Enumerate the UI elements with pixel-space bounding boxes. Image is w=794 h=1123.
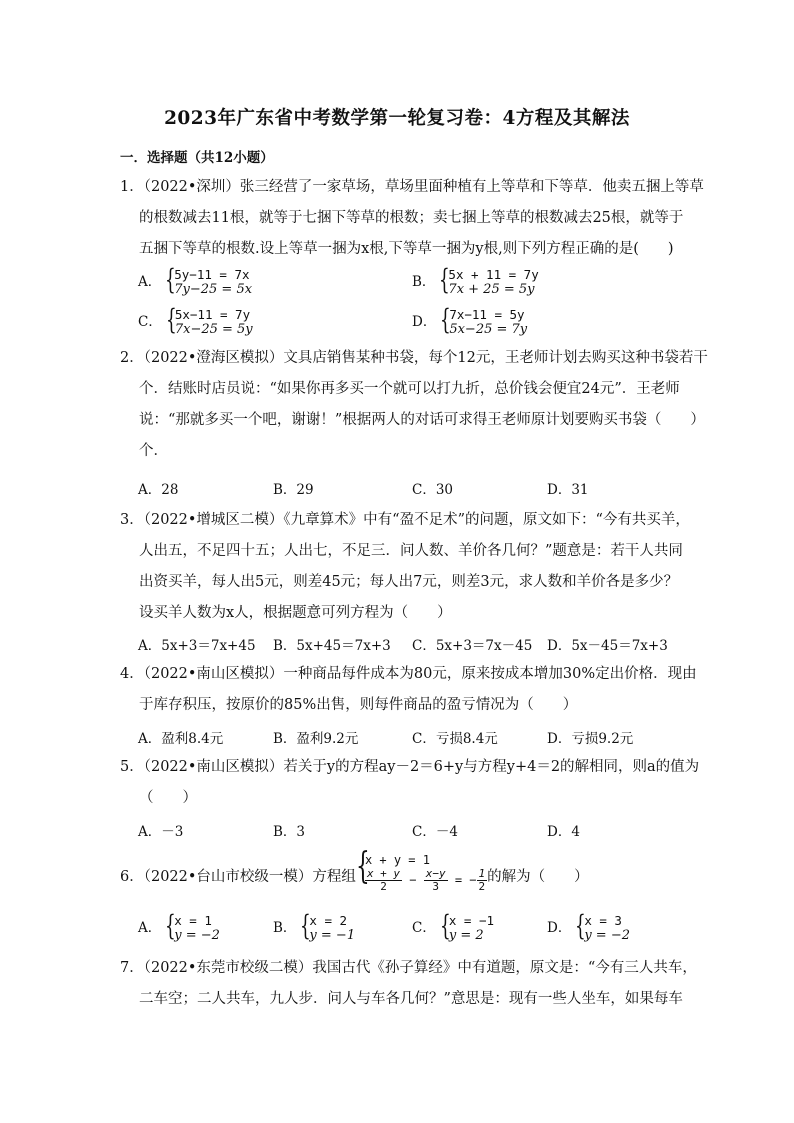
question-text: 人出五，不足四十五；人出七，不足三．问人数、羊价各几何？”题意是：若干人共同 xyxy=(139,543,683,559)
question-3 xyxy=(120,505,690,629)
option-c[interactable]: C．亏损8.4元 xyxy=(412,731,498,747)
question-text: 5．（2022•南山区模拟）若关于y的方程ay－2＝6+y与方程y+4＝2的解相同，则a的值为 xyxy=(120,759,700,775)
question-text: 3．（2022•增城区二模）《九章算术》中有“盈不足术”的问题，原文如下：“今有共买羊， xyxy=(120,512,690,528)
option-d[interactable]: D．5x－45＝7x+3 xyxy=(547,638,668,654)
option-d[interactable]: D．31 xyxy=(547,482,589,498)
section-heading: 一．选择题（共12小题） xyxy=(120,150,274,166)
question-5 xyxy=(120,752,700,814)
option-b[interactable]: B． { 5x + 11 = 7y 7x + 25 = 5y xyxy=(412,263,539,297)
option-d[interactable]: D． { x = 3 y = −2 xyxy=(547,909,630,943)
question-text: 7．（2022•东莞市校级二模）我国古代《孙子算经》中有道题，原文是：“今有三人共车， xyxy=(120,960,697,976)
option-c[interactable]: C．5x+3＝7x－45 xyxy=(412,638,533,654)
equation-system: { 7x−11 = 5y 5x−25 = 7y xyxy=(440,303,528,337)
option-c[interactable]: C．30 xyxy=(412,482,454,498)
option-c[interactable]: C． { x = −1 y = 2 xyxy=(412,909,494,943)
question-2 xyxy=(120,343,708,467)
question-text: （ ） xyxy=(139,790,197,806)
question-6: 6．（2022•台山市校级一模）方程组 { x + y = 1 $\frac{x + y}{2}$ − $\frac{x-y}{3}$ = − $\frac{1}{2}$ 的解为（ ） xyxy=(120,846,589,893)
question-text: 于库存积压，按原价的85%出售，则每件商品的盈亏情况为（ ） xyxy=(139,697,578,713)
question-text: 1．（2022•深圳）张三经营了一家草场，草场里面种植有上等草和下等草．他卖五捆上等草 xyxy=(120,179,704,195)
question-4 xyxy=(120,659,697,721)
option-b[interactable]: B．盈利9.2元 xyxy=(273,731,359,747)
option-d[interactable]: D． { 7x−11 = 5y 5x−25 = 7y xyxy=(412,303,528,337)
option-b[interactable]: B．3 xyxy=(273,824,306,840)
question-1 xyxy=(120,172,704,265)
option-a[interactable]: A．28 xyxy=(138,482,179,498)
equation-system: { x = 3 y = −2 xyxy=(575,909,630,943)
question-text: 设买羊人数为x人，根据题意可列方程为（ ） xyxy=(139,605,452,621)
equation-system: { 5x + 11 = 7y 7x + 25 = 5y xyxy=(439,263,539,297)
question-7 xyxy=(120,953,697,1015)
option-a[interactable]: A．盈利8.4元 xyxy=(138,731,224,747)
question-text: 2．（2022•澄海区模拟）文具店销售某种书袋，每个12元，王老师计划去购买这种书袋若干 xyxy=(120,350,708,366)
question-text: 的根数减去11根，就等于七捆下等草的根数；卖七捆上等草的根数减去25根，就等于 xyxy=(139,210,684,226)
question-text: 出资买羊，每人出5元，则差45元；每人出7元，则差3元，求人数和羊价各是多少？ xyxy=(139,574,679,590)
option-a[interactable]: A．5x+3＝7x+45 xyxy=(138,638,256,654)
question-text: 4．（2022•南山区模拟）一种商品每件成本为80元，原来按成本增加30%定出价格．现由 xyxy=(120,666,697,682)
option-b[interactable]: B．5x+45＝7x+3 xyxy=(273,638,391,654)
equation-system: { x = 2 y = −1 xyxy=(300,909,356,943)
option-d[interactable]: D．4 xyxy=(547,824,580,840)
equation-system: { x = −1 y = 2 xyxy=(439,909,494,943)
question-text: 个．结账时店员说：“如果你再多买一个就可以打九折，总价钱会便宜24元”．王老师 xyxy=(139,381,680,397)
option-b[interactable]: B． { x = 2 y = −1 xyxy=(273,909,356,943)
option-b[interactable]: B．29 xyxy=(273,482,314,498)
equation-system: { 5x−11 = 7y 7x−25 = 5y xyxy=(165,303,253,337)
equation-system: { x = 1 y = −2 xyxy=(165,909,220,943)
question-text: 说：“那就多买一个吧，谢谢！”根据两人的对话可求得王老师原计划要购买书袋（ ） xyxy=(139,412,705,428)
option-a[interactable]: A． { 5y−11 = 7x 7y−25 = 5x xyxy=(138,263,253,297)
equation-system: { 5y−11 = 7x 7y−25 = 5x xyxy=(165,263,253,297)
page-title: 2023年广东省中考数学第一轮复习卷：4方程及其解法 xyxy=(164,108,630,129)
question-text: 个． xyxy=(139,443,168,459)
option-c[interactable]: C． { 5x−11 = 7y 7x−25 = 5y xyxy=(138,303,253,337)
equation-system: { x + y = 1 $\frac{x + y}{2}$ − $\frac{x-y}{3}$ = − $\frac{1}{2}$ xyxy=(355,846,486,893)
question-text: 二车空；二人共车，九人步．问人与车各几何？”意思是：现有一些人坐车，如果每车 xyxy=(139,991,683,1007)
question-text: 五捆下等草的根数.设上等草一捆为x根,下等草一捆为y根,则下列方程正确的是( ) xyxy=(139,241,674,257)
option-c[interactable]: C．－4 xyxy=(412,824,458,840)
option-a[interactable]: A．－3 xyxy=(138,824,184,840)
question-text: 6．（2022•台山市校级一模）方程组 xyxy=(120,868,356,885)
option-a[interactable]: A． { x = 1 y = −2 xyxy=(138,909,220,943)
option-d[interactable]: D．亏损9.2元 xyxy=(547,731,634,747)
